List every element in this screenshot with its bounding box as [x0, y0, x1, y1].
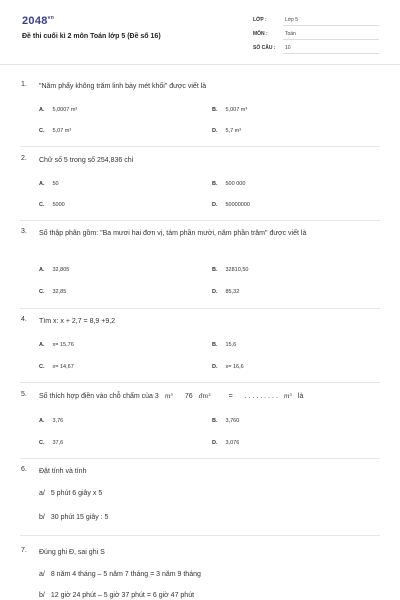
q2-option-a[interactable]: A. 50	[39, 181, 59, 187]
q5-option-d[interactable]: D. 3,076	[212, 440, 240, 446]
q3-option-b[interactable]: B. 32810,50	[212, 267, 249, 273]
q4-option-d[interactable]: D. x= 16,6	[212, 364, 244, 370]
info-question-count: SỐ CÂU : 10	[253, 42, 379, 54]
q4-option-a[interactable]: A. x= 15,76	[39, 342, 74, 348]
q4-option-c[interactable]: C. x= 14,67	[39, 364, 74, 370]
info-subject: MÔN : Toán	[253, 28, 379, 40]
divider	[20, 308, 380, 309]
q5-option-c[interactable]: C. 37,6	[39, 440, 64, 446]
exam-title: Đề thi cuối kì 2 môn Toán lớp 5 (Đề số 16)	[22, 33, 161, 40]
q5-option-a[interactable]: A. 3,76	[39, 418, 64, 424]
q6-part-a: a/ 5 phút 6 giây x 5	[39, 490, 103, 497]
q6-part-b: b/ 30 phút 15 giây : 5	[39, 514, 109, 521]
q1-option-a[interactable]: A. 5,0007 m³	[39, 107, 78, 113]
divider	[20, 220, 380, 221]
q3-option-a[interactable]: A. 32,805	[39, 267, 70, 273]
q4-option-b[interactable]: B. 15,6	[212, 342, 237, 348]
site-logo[interactable]: $2048^{vn}$	[22, 15, 55, 27]
info-class: LỚP : Lớp 5	[253, 14, 379, 26]
question-5-text: Số thích hợp điền vào chỗ chấm của 3 m³ 76 dm³ = . . . . . . . . . m³ là	[39, 393, 304, 400]
exam-header	[0, 0, 400, 65]
q3-option-d[interactable]: D. 85,32	[212, 289, 240, 295]
q5-option-b[interactable]: B. 3,760	[212, 418, 240, 424]
q1-option-c[interactable]: C. 5,07 m³	[39, 128, 72, 134]
q7-part-a: a/ 8 năm 4 tháng – 5 năm 7 tháng = 3 năm 9 tháng	[39, 571, 201, 578]
q3-option-c[interactable]: C. 32,85	[39, 289, 67, 295]
divider	[20, 382, 380, 383]
exam-page: $2048^{vn}$ Đề thi cuối kì 2 môn Toán lớp 5 (Đề số 16) LỚP : Lớp 5 MÔN : Toán SỐ CÂU : 10 1. "Năm phẩy không trăm linh bảy mét khối" được viết là A. 5,0007 m³ B. 5,007 m³ C. 5,07 m³ D. 5,7 m³ 2. Chữ số 5 trong số 254,836 chỉ A. 50 B. 500 000 C. 5000 D. 50000000 3. Số thập phân gồm: "Ba mươi hai đơn vị, tám phần mười, năm phần trăm" được viết là A. 32,805 B. 32810,50 C. 32,85 D. 85,32 4. Tìm x: x + 2,7 = 8,9 +9,2 A. x= 15,76 B. 15,6 C. x= 14,67 D. x= 16,6 5. Số thích hợp điền vào chỗ chấm của 3 m³ 76 dm³ = . . . . . . . . . m³ là A. 3,76 B. 3,760 C. 37,6 D. 3,076 6. Đặt tính và tính a/ 5 phút 6 giây x 5 b/ 30 phút 15 giây : 5 7. Đúng ghi Đ, sai ghi S a/ 8 năm 4 tháng – 5 năm 7 tháng = 3 năm 9 tháng b/ 12 giờ 24 phút – 5 giờ 37 phút = 6 giờ 47 phút	[0, 0, 400, 600]
q7-part-b: b/ 12 giờ 24 phút – 5 giờ 37 phút = 6 giờ 47 phút	[39, 592, 195, 599]
divider	[20, 146, 380, 147]
q2-option-b[interactable]: B. 500 000	[212, 181, 246, 187]
q1-option-d[interactable]: D. 5,7 m³	[212, 128, 242, 134]
divider	[20, 458, 380, 459]
divider	[20, 535, 380, 536]
q1-option-b[interactable]: B. 5,007 m³	[212, 107, 248, 113]
q2-option-c[interactable]: C. 5000	[39, 202, 65, 208]
q2-option-d[interactable]: D. 50000000	[212, 202, 250, 208]
